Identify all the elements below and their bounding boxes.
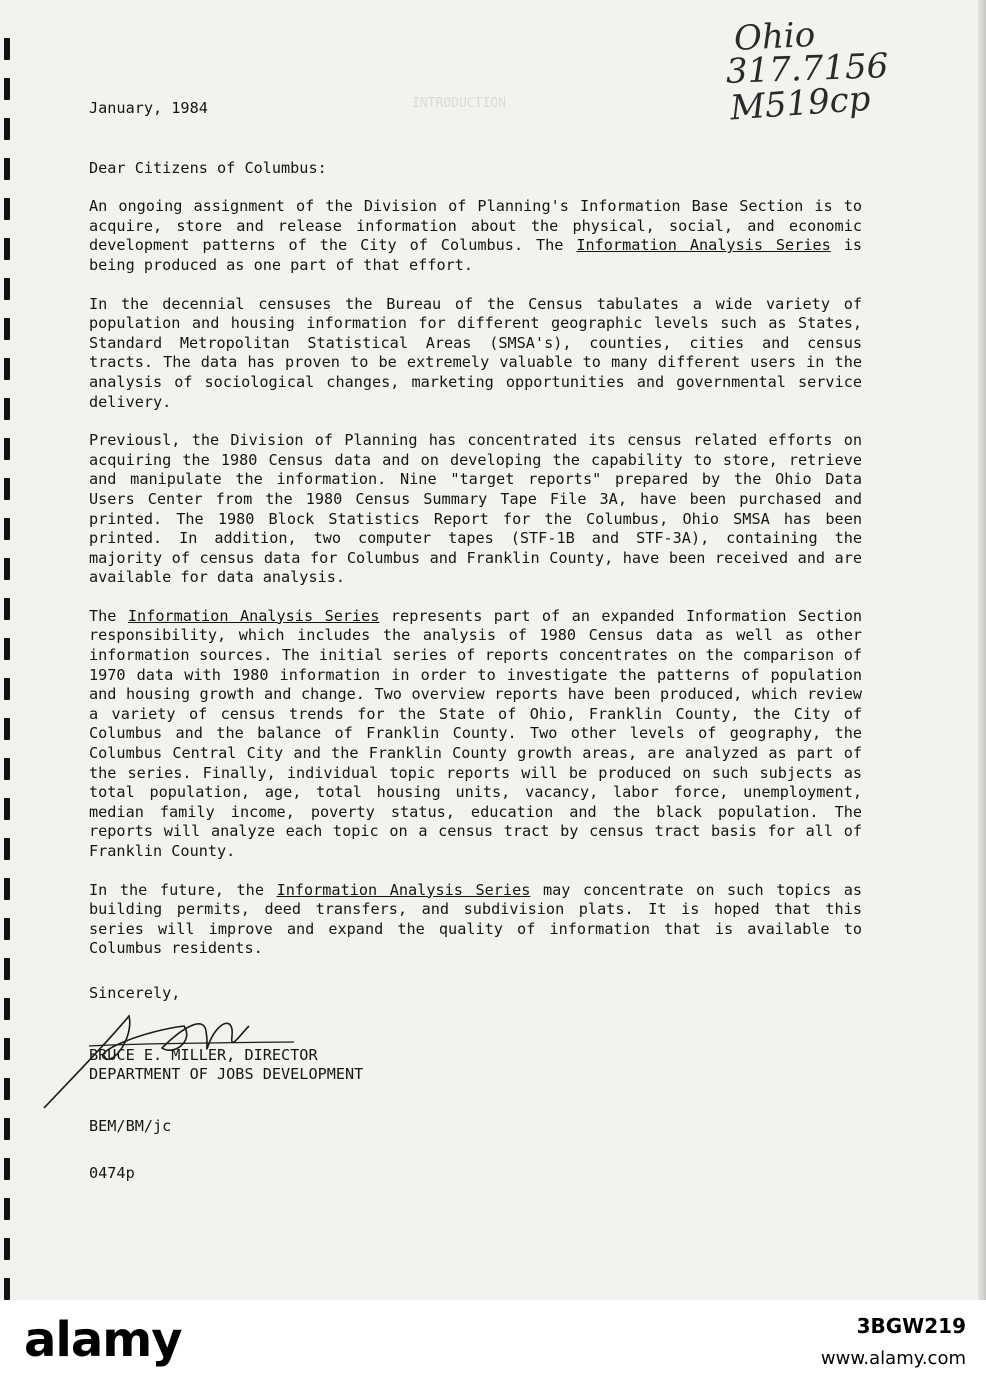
bleed-through-heading: INTRODUCTION: [412, 96, 506, 111]
binding-hole: [4, 238, 10, 260]
paragraph-5-text-b: may concentrate on such topics as building permits, deed transfers, and subdivision plats. It is hoped that this series will improve and expand the quality of information that is available to Columbus residents.: [89, 880, 862, 958]
paragraph-1: [89, 197, 862, 275]
binding-hole: [4, 438, 10, 460]
series-title: Information Analysis Series: [127, 606, 380, 625]
signer-name: BRUCE E. MILLER, DIRECTOR: [89, 1045, 318, 1064]
closing-block: [89, 984, 862, 1184]
binding-hole: [4, 78, 10, 100]
image-id: 3BGW219: [856, 1314, 966, 1338]
document-code: 0474p: [89, 1164, 135, 1183]
binding-hole: [4, 38, 10, 60]
series-title: Information Analysis Series: [276, 880, 531, 899]
handwritten-line-3: M519cp: [728, 78, 872, 129]
binding-hole: [4, 518, 10, 540]
paragraph-2: In the decennial censuses the Bureau of the Census tabulates a wide variety of population and housing information for different geographic levels such as States, Standard Metropolitan Statistical Areas (SMSA's), counties, cities and census tracts. The data has proven to be extremely valuable to many different users in the analysis of sociological changes, marketing opportunities and governmental service delivery.: [89, 294, 862, 411]
closing-word: Sincerely,: [89, 983, 181, 1002]
binding-hole: [4, 1038, 10, 1060]
binding-hole: [4, 638, 10, 660]
binding-hole: [4, 278, 10, 300]
stock-watermark-banner: [0, 1300, 986, 1390]
paragraph-3: Previousl, the Division of Planning has concentrated its census related efforts on acquiring the 1980 Census data and on developing the capability to store, retrieve and manipulate the information. Nine "target reports" prepared by the Ohio Data Users Center from the 1980 Census Summary Tape File 3A, have been purchased and printed. The 1980 Block Statistics Report for the Columbus, Ohio SMSA has been printed. In addition, two computer tapes (STF-1B and STF-3A), containing the majority of census data for Columbus and Franklin County, have been received and are available for data analysis.: [89, 431, 862, 587]
spiral-binding: [0, 0, 14, 1300]
binding-hole: [4, 838, 10, 860]
binding-hole: [4, 198, 10, 220]
paragraph-4-text-a: The: [89, 606, 128, 625]
binding-hole: [4, 598, 10, 620]
binding-hole: [4, 678, 10, 700]
binding-hole: [4, 158, 10, 180]
binding-hole: [4, 958, 10, 980]
binding-hole: [4, 318, 10, 340]
handwritten-line-1: Ohio: [732, 14, 816, 60]
salutation: Dear Citizens of Columbus:: [89, 158, 327, 177]
paragraph-5-text-a: In the future, the: [89, 880, 277, 899]
paragraph-4-text-b: represents part of an expanded Information Section responsibility, which includes the analysis of 1980 Census data as well as other information sources. The initial series of reports concentrates on the comparison of 1970 data with 1980 information in order to investigate the patterns of population and housing growth and change. Two overview reports have been produced, which review a variety of census trends for the State of Ohio, Franklin County, the City of Columbus and the balance of Franklin County. Two other levels of geography, the Columbus Central City and the Franklin County growth areas, are analyzed as part of the series. Finally, individual topic reports will be produced on such subjects as total population, age, total housing units, vacancy, labor force, unemployment, median family income, poverty status, education and the black population. The reports will analyze each topic on a census tract by census tract basis for all of Franklin County.: [89, 606, 863, 860]
paragraph-1-text-a: An ongoing assignment of the Division of Planning's Information Base Section is to acquire, store and release information about the physical, social, and economic development patterns of the City of Columbus. The: [89, 197, 862, 255]
paragraph-4: [89, 607, 862, 862]
binding-hole: [4, 998, 10, 1020]
paragraph-1-text-b: is being produced as one part of that effort.: [89, 236, 862, 274]
binding-hole: [4, 878, 10, 900]
binding-hole: [4, 358, 10, 380]
letter-body: [89, 99, 862, 1184]
handwritten-signature: [34, 996, 294, 1116]
site-url: www.alamy.com: [820, 1348, 966, 1369]
binding-hole: [4, 798, 10, 820]
binding-hole: [4, 718, 10, 740]
signer-department: DEPARTMENT OF JOBS DEVELOPMENT: [89, 1065, 364, 1084]
typist-initials: BEM/BM/jc: [89, 1116, 172, 1135]
brand-wordmark: alamy: [24, 1312, 182, 1368]
binding-hole: [4, 398, 10, 420]
binding-hole: [4, 1078, 10, 1100]
binding-hole: [4, 558, 10, 580]
binding-hole: [4, 478, 10, 500]
series-title: Information Analysis Series: [576, 236, 831, 255]
binding-hole: [4, 1238, 10, 1260]
binding-hole: [4, 118, 10, 140]
binding-hole: [4, 1158, 10, 1180]
binding-hole: [4, 918, 10, 940]
handwritten-line-2: 317.7156: [725, 46, 889, 92]
letter-date: January, 1984: [89, 99, 208, 117]
stock-info: [821, 1314, 966, 1369]
binding-hole: [4, 758, 10, 780]
binding-hole: [4, 1278, 10, 1300]
paragraph-5: [89, 881, 862, 959]
binding-hole: [4, 1198, 10, 1220]
binding-hole: [4, 1118, 10, 1140]
page-edge: [978, 0, 986, 1300]
